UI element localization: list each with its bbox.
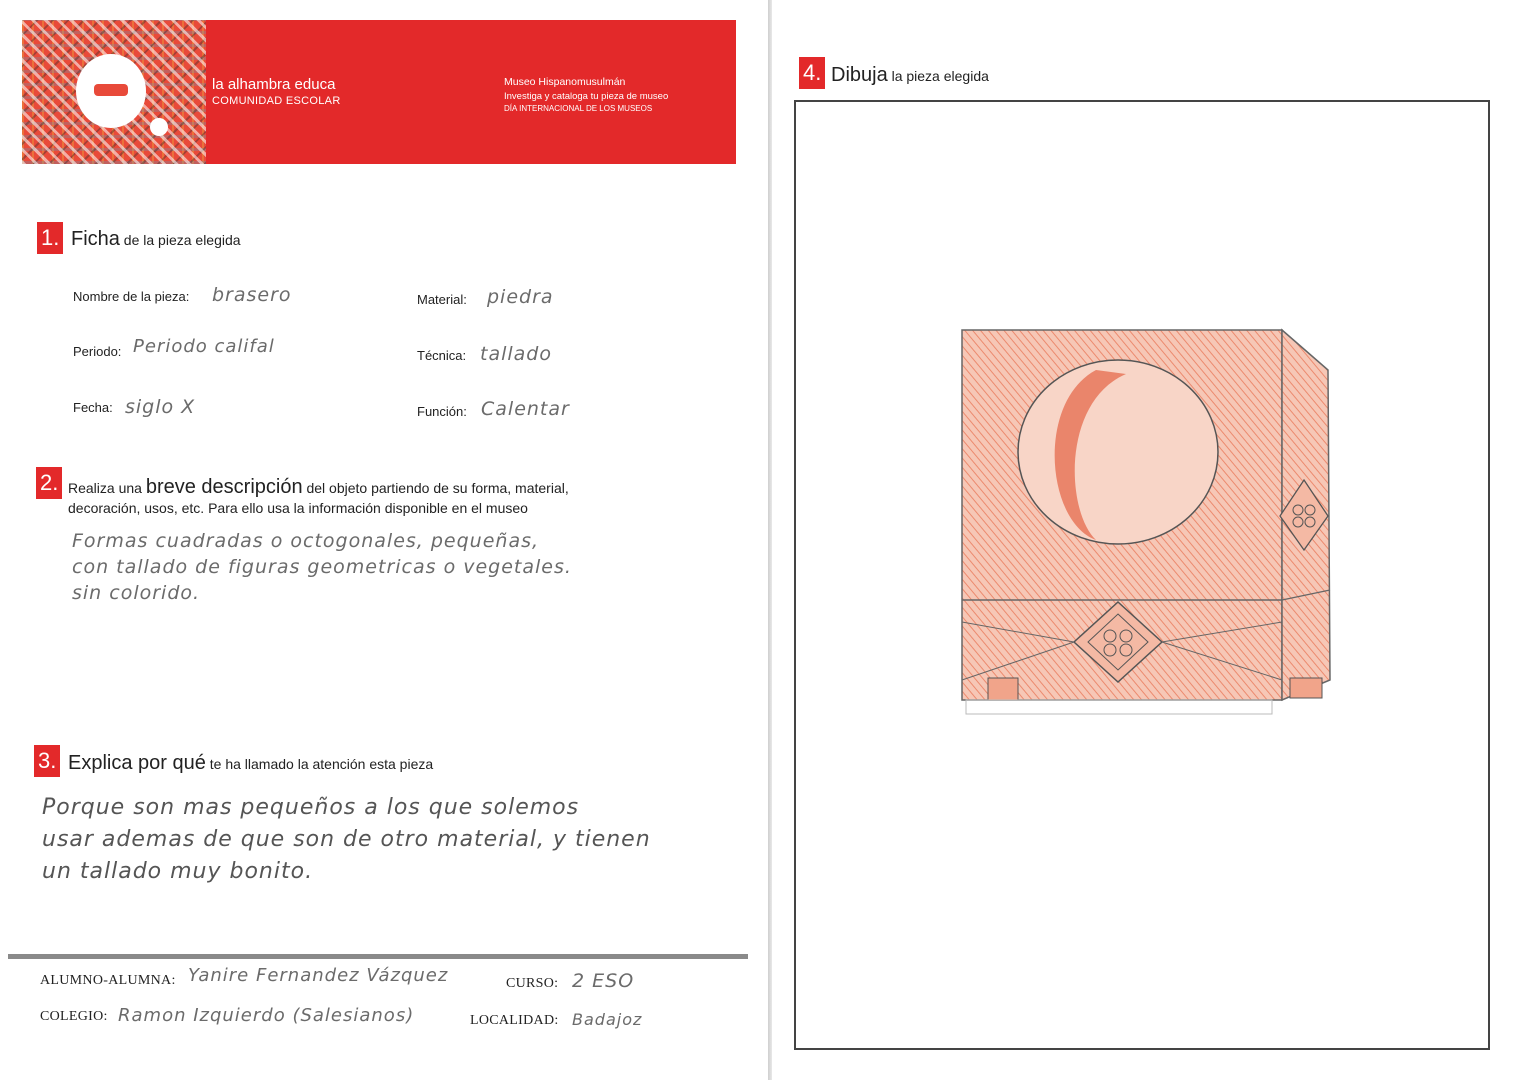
brand-name: la alhambra educa <box>212 76 336 93</box>
section-2-title <box>68 477 569 518</box>
localidad-label: LOCALIDAD: <box>470 1013 559 1028</box>
section-4-title-bold: Dibuja <box>831 64 888 86</box>
explanation-line: Porque son mas pequeños a los que solemos <box>42 795 580 820</box>
section-2-number: 2. <box>36 467 62 499</box>
section-3-title <box>68 752 433 775</box>
e-logo-icon <box>76 54 146 128</box>
nombre-value: brasero <box>212 284 292 306</box>
logo-dot-icon <box>150 118 168 136</box>
brasero-drawing <box>796 102 1488 1048</box>
section-2-title-pre: Realiza una <box>68 480 146 496</box>
material-label: Material: <box>417 292 467 307</box>
description-line: con tallado de figuras geometricas o vegetales. <box>72 556 572 578</box>
nombre-label: Nombre de la pieza: <box>73 289 190 304</box>
description-line: sin colorido. <box>72 582 201 604</box>
section-2-title-post: del objeto partiendo de su forma, material, <box>302 480 569 496</box>
alumno-value: Yanire Fernandez Vázquez <box>188 965 449 986</box>
alumno-label: ALUMNO-ALUMNA: <box>40 973 176 988</box>
event-name: DÍA INTERNACIONAL DE LOS MUSEOS <box>504 104 653 113</box>
section-1-title-bold: Ficha <box>71 228 120 250</box>
museum-name: Museo Hispanomusulmán <box>504 76 626 88</box>
fecha-label: Fecha: <box>73 400 113 415</box>
curso-value: 2 ESO <box>572 970 635 992</box>
colegio-label: COLEGIO: <box>40 1009 108 1024</box>
tecnica-value: tallado <box>480 343 552 365</box>
footer-divider <box>8 954 748 959</box>
section-1-title <box>71 228 241 251</box>
section-4-title-rest: la pieza elegida <box>887 68 989 84</box>
curso-label: CURSO: <box>506 976 559 991</box>
fecha-value: siglo X <box>125 396 196 418</box>
explanation-answer <box>42 792 651 888</box>
colegio-value: Ramon Izquierdo (Salesianos) <box>118 1005 415 1026</box>
activity-title: Investiga y cataloga tu pieza de museo <box>504 91 669 102</box>
funcion-value: Calentar <box>481 398 570 420</box>
periodo-value: Periodo califal <box>133 336 275 357</box>
periodo-label: Periodo: <box>73 344 122 359</box>
tecnica-label: Técnica: <box>417 348 467 363</box>
description-line: Formas cuadradas o octogonales, pequeñas, <box>72 530 540 552</box>
section-2-title-bold: breve descripción <box>145 476 303 498</box>
section-3-title-bold: Explica por qué <box>68 752 206 774</box>
section-2-title-line2: decoración, usos, etc. Para ello usa la información disponible en el museo <box>68 500 528 516</box>
brand-subtitle: COMUNIDAD ESCOLAR <box>212 95 341 107</box>
section-3-number: 3. <box>34 745 60 777</box>
section-3-title-rest: te ha llamado la atención esta pieza <box>205 756 434 772</box>
funcion-label: Función: <box>417 404 467 419</box>
section-4-title <box>831 64 989 87</box>
material-value: piedra <box>487 286 554 308</box>
brasero-opening <box>1018 360 1218 544</box>
description-answer <box>72 528 572 606</box>
section-4-number: 4. <box>799 57 825 89</box>
section-1-number: 1. <box>37 222 63 254</box>
header-banner <box>22 20 736 164</box>
section-1-title-rest: de la pieza elegida <box>119 232 241 248</box>
explanation-line: usar ademas de que son de otro material, y tienen <box>42 827 651 852</box>
explanation-line: un tallado muy bonito. <box>42 859 314 884</box>
worksheet-right-page <box>772 0 1526 1080</box>
mosaic-logo-pattern <box>22 20 206 164</box>
localidad-value: Badajoz <box>572 1010 643 1029</box>
drawing-frame <box>794 100 1490 1050</box>
